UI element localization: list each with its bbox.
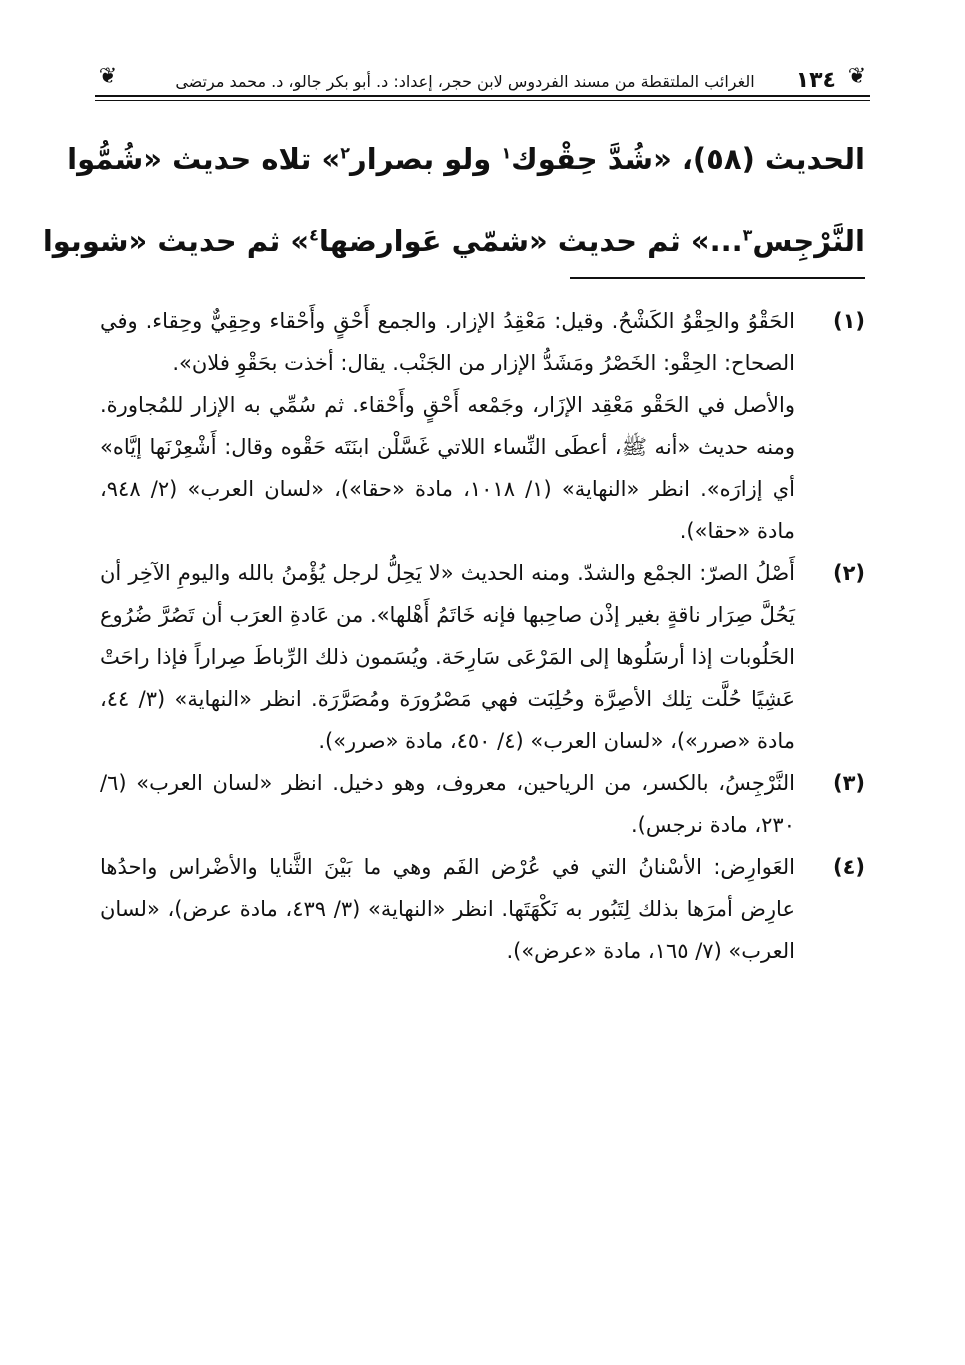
- footnote: [100, 552, 865, 762]
- footnote-ref[interactable]: ١: [501, 143, 512, 163]
- footnote-ref[interactable]: ٢: [340, 143, 350, 163]
- text-line: النَّرْجِس$^٣$...» ثم حديث «شمّي عَوارضها$^٤$» ثم حديث «شوبوا: [42, 224, 865, 258]
- header-rule: [95, 95, 870, 97]
- footnote-ref[interactable]: ٤: [309, 225, 319, 245]
- footnote-text: الحَقْوُ والحِقْوُ الكَشْحُ. وقيل: مَعْقِدُ الإزار. والجمع أَحْقٍ وأَحْقاء وحِقِيٌّ وحِقاء. وفي الصحاح: الحِقْو: الخَصْرُ ومَشَدُّ الإزار من الجَنْب. يقال: أخذت بحَقْوِ فلان».: [100, 309, 795, 375]
- footnote-number: (٤): [832, 855, 865, 879]
- footnote: [100, 846, 865, 972]
- footnote-number: (٣): [832, 771, 865, 795]
- header-rule: [95, 100, 870, 101]
- ornament-icon: ❦: [847, 64, 867, 89]
- footnotes: [100, 300, 865, 972]
- page-number: ١٣٤: [795, 68, 836, 93]
- running-title: الغرائب الملتقطة من مسند الفردوس لابن حجر، إعداد: د. أبو بكر جالو، د. محمد مرتضى: [175, 72, 755, 91]
- footnote-separator: [570, 277, 865, 279]
- main-text: [42, 118, 865, 282]
- footnote: [100, 762, 865, 846]
- footnote-number: (٢): [832, 561, 865, 585]
- footnote: [100, 300, 865, 552]
- footnote-number: (١): [832, 309, 865, 333]
- footnote-ref[interactable]: ٣: [742, 225, 753, 245]
- footnote-text: أَصْلُ الصرّ: الجمْع والشدّ. ومنه الحديث «لا يَحِلُّ لرجل يُؤْمنُ بالله واليومِ الآخِر أن يَحُلَّ صِرَار ناقةٍ بغير إذْن صاحِبها فإنه خَاتَمُ أَهْلها». من عَادةِ العرَب أن تَصُرَّ ضُرُوع الحَلُوبات إذا أرسَلُوها إلى المَرْعَى سَارِحَة. ويُسَمون ذلك الرِّباطَ صِراراً فإذا راحَتْ عَشِيًا حُلَّت تِلك الأصِرَّة وحُلِبَت فهي مَصْرُورَة ومُصَرَّرَة. انظر «النهاية» (٣/ ٤٤، مادة «صرر»)، «لسان العرب» (٤/ ٤٥٠، مادة «صرر»).: [100, 561, 795, 753]
- footnote-text: العَوارِض: الأسْنانُ التي في عُرْض الفَم وهي ما بَيْنَ الثَّنايا والأضْراس واحدُها عارِض أمرَها بذلك لِتَبُور به نَكْهَتَها. انظر «النهاية» (٣/ ٤٣٩، مادة عرض)، «لسان العرب» (٧/ ١٦٥، مادة «عرض»).: [100, 855, 795, 963]
- footnote-text: والأصل في الحَقْو مَعْقِد الإزَار، وجَمْعه أَحْقٍ وأَحْقاء. ثم سُمِّي به الإزار للمُجاورة. ومنه حديث «أنه ﷺ، أعطَى النِّساء اللاتي غَسَّلْن ابنَتَه حَقْوه وقال: أَشْعِرْنَها إيَّاه» أي إزارَه». انظر «النهاية» (١/ ١٠١٨، مادة «حقا»)، «لسان العرب» (٢/ ٩٤٨، مادة «حقا»).: [100, 393, 795, 543]
- footnote-text: النَّرْجِسُ، بالكسر، من الرياحين، معروف، وهو دخيل. انظر «لسان العرب» (٦/ ٢٣٠، مادة نرجس).: [100, 771, 795, 837]
- ornament-icon: ❦: [98, 64, 118, 89]
- text-line: الحديث (٥٨)، «شُدَّ حِقْوك$^١$ ولو بصرار$^٢$» تلاه حديث «شُمُّوا: [67, 142, 865, 176]
- page-header: [95, 62, 870, 102]
